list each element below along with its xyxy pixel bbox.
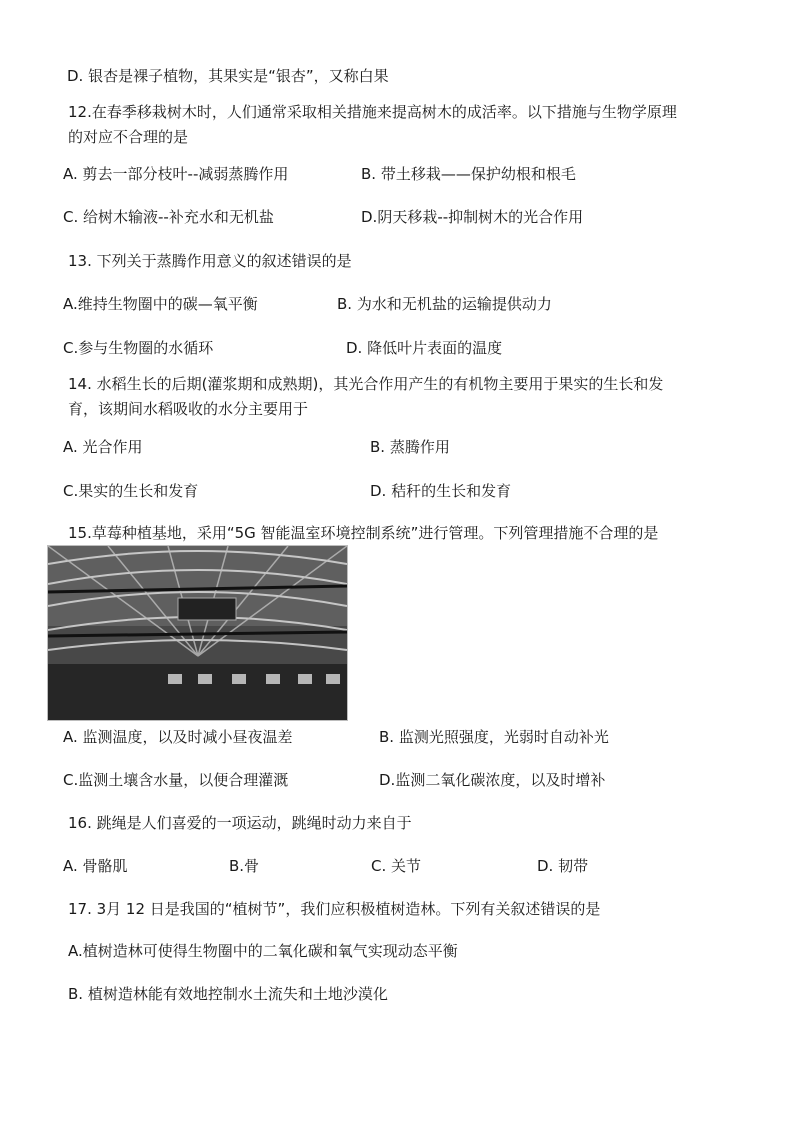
q15-stem: 15.草莓种植基地，采用“5G 智能温室环境控制系统”进行管理。下列管理措施不合理的是 — [68, 524, 659, 542]
q16-option-b: B.骨 — [229, 857, 260, 875]
q16-option-c: C. 关节 — [371, 857, 422, 875]
q14-option-c: C.果实的生长和发育 — [63, 482, 199, 500]
greenhouse-photo — [47, 545, 348, 721]
greenhouse-illustration — [48, 546, 347, 720]
q13-option-a: A.维持生物圈中的碳—氧平衡 — [63, 295, 258, 313]
q12-option-d: D.阴天移栽--抑制树木的光合作用 — [361, 208, 584, 226]
q14-option-a: A. 光合作用 — [63, 438, 143, 456]
q13-option-c: C.参与生物圈的水循环 — [63, 339, 214, 357]
q14-stem-line-1: 14. 水稻生长的后期(灌浆期和成熟期)，其光合作用产生的有机物主要用于果实的生长和发 — [68, 375, 664, 393]
q17-stem: 17. 3月 12 日是我国的“植树节”，我们应积极植树造林。下列有关叙述错误的是 — [68, 900, 601, 918]
q16-stem: 16. 跳绳是人们喜爱的一项运动，跳绳时动力来自于 — [68, 814, 412, 832]
q14-option-d: D. 秸秆的生长和发育 — [370, 482, 512, 500]
q15-option-a: A. 监测温度，以及时减小昼夜温差 — [63, 728, 293, 746]
q17-option-b: B. 植树造林能有效地控制水土流失和土地沙漠化 — [68, 985, 388, 1003]
q13-stem: 13. 下列关于蒸腾作用意义的叙述错误的是 — [68, 252, 352, 270]
q16-option-a: A. 骨骼肌 — [63, 857, 128, 875]
q12-option-b: B. 带土移栽——保护幼根和根毛 — [361, 165, 576, 183]
q14-option-b: B. 蒸腾作用 — [370, 438, 450, 456]
q15-option-c: C.监测土壤含水量，以便合理灌溉 — [63, 771, 289, 789]
q12-stem-line-1: 12.在春季移栽树木时，人们通常采取相关措施来提高树木的成活率。以下措施与生物学原理 — [68, 103, 677, 121]
q12-stem-line-2: 的对应不合理的是 — [68, 128, 189, 146]
q11-option-d: D. 银杏是裸子植物，其果实是“银杏”，又称白果 — [67, 67, 389, 85]
q13-option-b: B. 为水和无机盐的运输提供动力 — [337, 295, 552, 313]
q16-option-d: D. 韧带 — [537, 857, 589, 875]
q15-option-b: B. 监测光照强度，光弱时自动补光 — [379, 728, 609, 746]
q12-option-a: A. 剪去一部分枝叶--减弱蒸腾作用 — [63, 165, 289, 183]
q15-option-d: D.监测二氧化碳浓度，以及时增补 — [379, 771, 606, 789]
q12-option-c: C. 给树木输液--补充水和无机盐 — [63, 208, 274, 226]
q13-option-d: D. 降低叶片表面的温度 — [346, 339, 503, 357]
q14-stem-line-2: 育，该期间水稻吸收的水分主要用于 — [68, 400, 309, 418]
q17-option-a: A.植树造林可使得生物圈中的二氧化碳和氧气实现动态平衡 — [68, 942, 458, 960]
